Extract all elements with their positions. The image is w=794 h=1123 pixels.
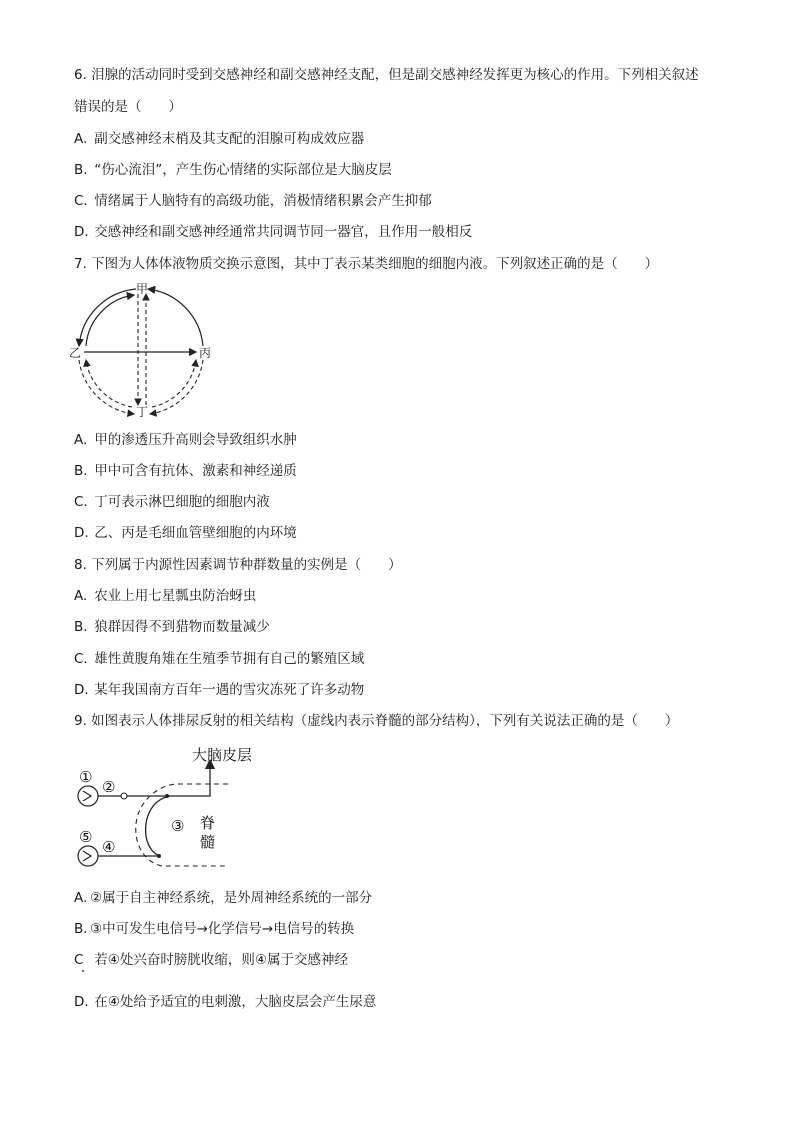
- option-letter: C.: [74, 193, 88, 209]
- label-yi: 乙: [69, 346, 82, 360]
- q7-option-a: [74, 431, 297, 449]
- label-spine-2: 髓: [200, 833, 216, 851]
- option-letter: D.: [74, 994, 89, 1010]
- label-cerebral-cortex: 大脑皮层: [192, 746, 253, 764]
- option-letter: C.: [74, 494, 88, 510]
- label-n2: ②: [102, 778, 116, 796]
- q7-option-c: [74, 493, 270, 511]
- option-text: 甲中可含有抗体、激素和神经递质: [94, 463, 297, 479]
- label-spine-1: 脊: [200, 814, 216, 832]
- option-text: 乙、丙是毛细血管壁细胞的内环境: [94, 525, 297, 541]
- q9-reflex-diagram: [70, 740, 270, 872]
- option-text: 雄性黄腹角雉在生殖季节拥有自己的繁殖区域: [94, 651, 365, 667]
- option-letter: B.: [74, 619, 88, 635]
- option-text: 情绪属于人脑特有的高级功能，消极情绪积累会产生抑郁: [94, 193, 432, 209]
- q8-option-d: [74, 681, 364, 699]
- option-letter: D.: [74, 682, 89, 698]
- option-letter: D.: [74, 224, 89, 240]
- arc-bing-to-ding: [150, 360, 203, 414]
- stray-dot: [82, 970, 84, 972]
- label-n5: ⑤: [79, 828, 93, 846]
- label-ding: 丁: [136, 405, 149, 419]
- option-text: 若④处兴奋时膀胱收缩，则④属于交感神经: [94, 952, 349, 968]
- q6-option-a: [74, 130, 364, 148]
- option-letter: A.: [74, 432, 88, 448]
- arc-yi-to-jia: [86, 295, 134, 346]
- q7-option-b: [74, 462, 297, 480]
- option-letter: B.: [74, 162, 88, 178]
- label-n3: ③: [171, 817, 185, 835]
- option-text: “伤心流泪”，产生伤心情绪的实际部位是大脑皮层: [94, 162, 392, 178]
- receptor-circle: [78, 786, 98, 806]
- option-text: 交感神经和副交感神经通常共同调节同一器官，且作用一般相反: [94, 224, 473, 240]
- q6-stem-line2: 错误的是（ ）: [74, 99, 182, 115]
- q9-option-c: [74, 951, 348, 969]
- option-text: ③中可发生电信号→化学信号→电信号的转换: [90, 921, 355, 937]
- option-letter: D.: [74, 525, 89, 541]
- arc-bing-to-jia: [148, 289, 203, 346]
- arc-yi-to-ding: [79, 360, 134, 414]
- q8-option-b: [74, 618, 270, 636]
- option-text: 某年我国南方百年一遇的雪灾冻死了许多动物: [94, 682, 365, 698]
- q8-option-c: [74, 650, 364, 668]
- q7-option-d: [74, 524, 297, 542]
- option-letter: C.: [74, 651, 88, 667]
- label-bing: 丙: [199, 346, 212, 360]
- q6-option-d: [74, 223, 472, 241]
- q8-stem: 8. 下列属于内源性因素调节种群数量的实例是（ ）: [74, 557, 402, 573]
- q6-option-b: [74, 161, 392, 179]
- option-text: 在④处给予适宜的电刺激，大脑皮层会产生尿意: [94, 994, 377, 1010]
- q9-option-b: [74, 920, 354, 938]
- arc-ding-to-yi: [86, 360, 132, 407]
- q8-option-a: [74, 587, 256, 605]
- option-letter: B.: [74, 921, 88, 937]
- option-letter: A.: [74, 588, 88, 604]
- option-letter: A.: [74, 131, 88, 147]
- q6-stem-line1: 6. 泪腺的活动同时受到交感神经和副交感神经支配，但是副交感神经发挥更为核心的作用。下列相关叙述: [74, 67, 699, 83]
- option-text: 狼群因得不到猎物而数量减少: [94, 619, 270, 635]
- label-n4: ④: [102, 838, 116, 856]
- q9-option-d: [74, 993, 376, 1011]
- q7-body-fluid-diagram: [68, 280, 218, 420]
- q9-stem: 9. 如图表示人体排尿反射的相关结构（虚线内表示脊髓的部分结构），下列有关说法正确的是（ ）: [74, 713, 679, 729]
- q9-option-a: [74, 889, 372, 907]
- q6-option-c: [74, 192, 432, 210]
- label-n1: ①: [79, 768, 93, 786]
- arc-ding-to-bing: [152, 360, 196, 407]
- option-text: 丁可表示淋巴细胞的细胞内液: [94, 494, 270, 510]
- q7-stem: 7. 下图为人体体液物质交换示意图，其中丁表示某类细胞的细胞内液。下列叙述正确的是（ ）: [74, 256, 659, 272]
- option-letter: A.: [74, 890, 88, 906]
- option-text: 农业上用七星瓢虫防治蚜虫: [94, 588, 257, 604]
- label-jia: 甲: [136, 282, 149, 296]
- option-letter: B.: [74, 463, 88, 479]
- effector-circle: [78, 846, 98, 866]
- option-letter: C: [74, 952, 84, 968]
- option-text: 副交感神经末梢及其支配的泪腺可构成效应器: [94, 131, 365, 147]
- option-text: ②属于自主神经系统，是外周神经系统的一部分: [90, 890, 373, 906]
- option-text: 甲的渗透压升高则会导致组织水肿: [94, 432, 297, 448]
